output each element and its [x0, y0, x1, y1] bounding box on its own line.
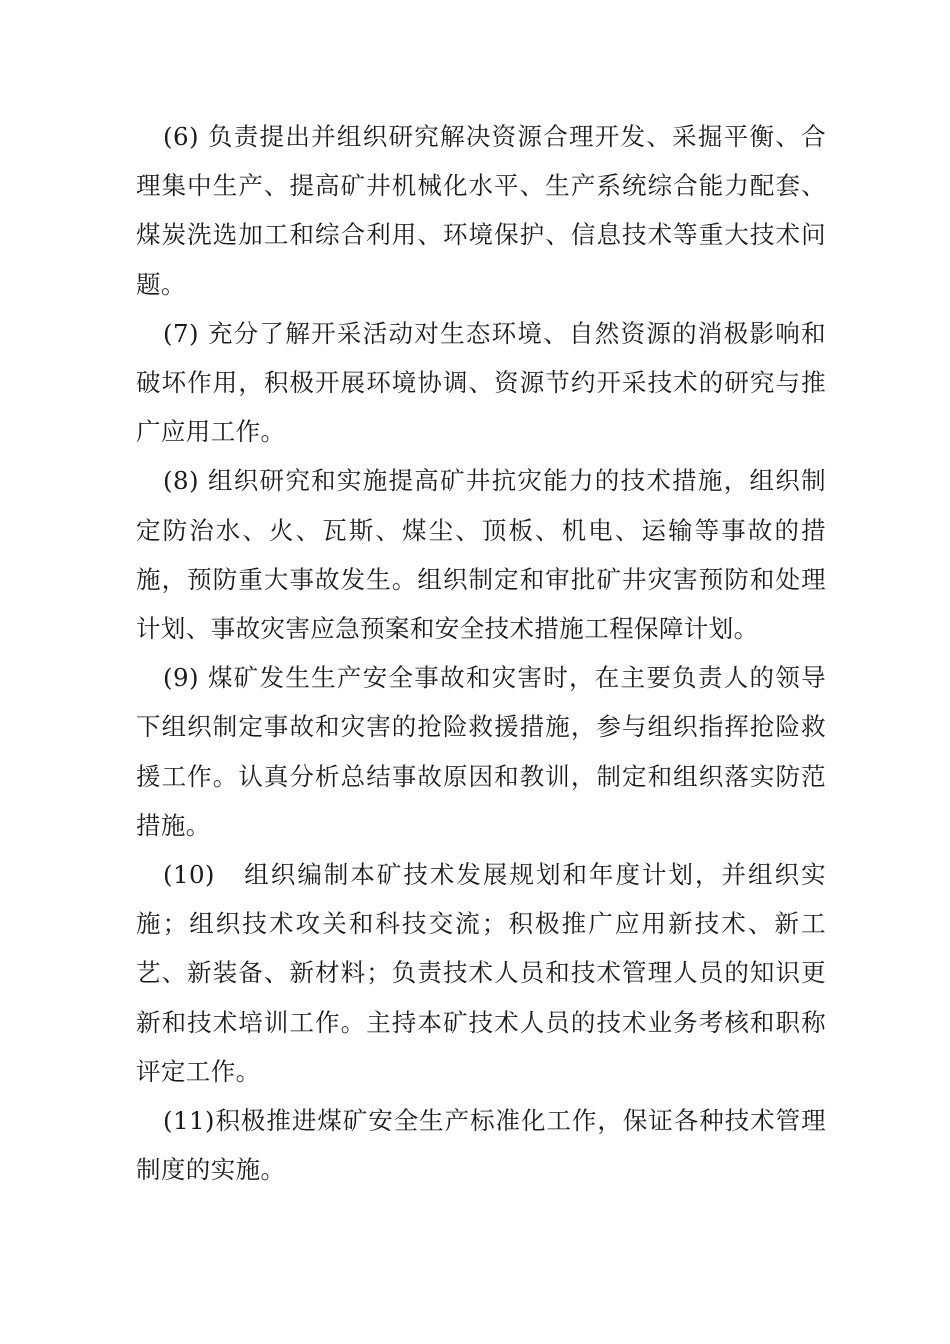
paragraph-item-10: (10) 组织编制本矿技术发展规划和年度计划，并组织实施；组织技术攻关和科技交流；积极推广应用新技术、新工艺、新装备、新材料；负责技术人员和技术管理人员的知识更新和技术培训工作。主持本矿技术人员的技术业务考核和职称评定工作。	[136, 860, 826, 1086]
paragraph-item-9: (9) 煤矿发生生产安全事故和灾害时，在主要负责人的领导下组织制定事故和灾害的抢险救援措施，参与组织指挥抢险救援工作。认真分析总结事故原因和教训，制定和组织落实防范措施。	[136, 663, 826, 840]
paragraph-item-6: (6) 负责提出并组织研究解决资源合理开发、采掘平衡、合理集中生产、提高矿井机械化水平、生产系统综合能力配套、煤炭洗选加工和综合利用、环境保护、信息技术等重大技术问题。	[136, 122, 826, 299]
document-body	[136, 112, 826, 1194]
paragraph-item-11: (11)积极推进煤矿安全生产标准化工作，保证各种技术管理制度的实施。	[136, 1106, 826, 1185]
paragraph-item-7: (7) 充分了解开采活动对生态环境、自然资源的消极影响和破坏作用，积极开展环境协调、资源节约开采技术的研究与推广应用工作。	[136, 318, 826, 447]
paragraph-item-8: (8) 组织研究和实施提高矿井抗灾能力的技术措施，组织制定防治水、火、瓦斯、煤尘、顶板、机电、运输等事故的措施，预防重大事故发生。组织制定和审批矿井灾害预防和处理计划、事故灾害应急预案和安全技术措施工程保障计划。	[136, 466, 826, 644]
